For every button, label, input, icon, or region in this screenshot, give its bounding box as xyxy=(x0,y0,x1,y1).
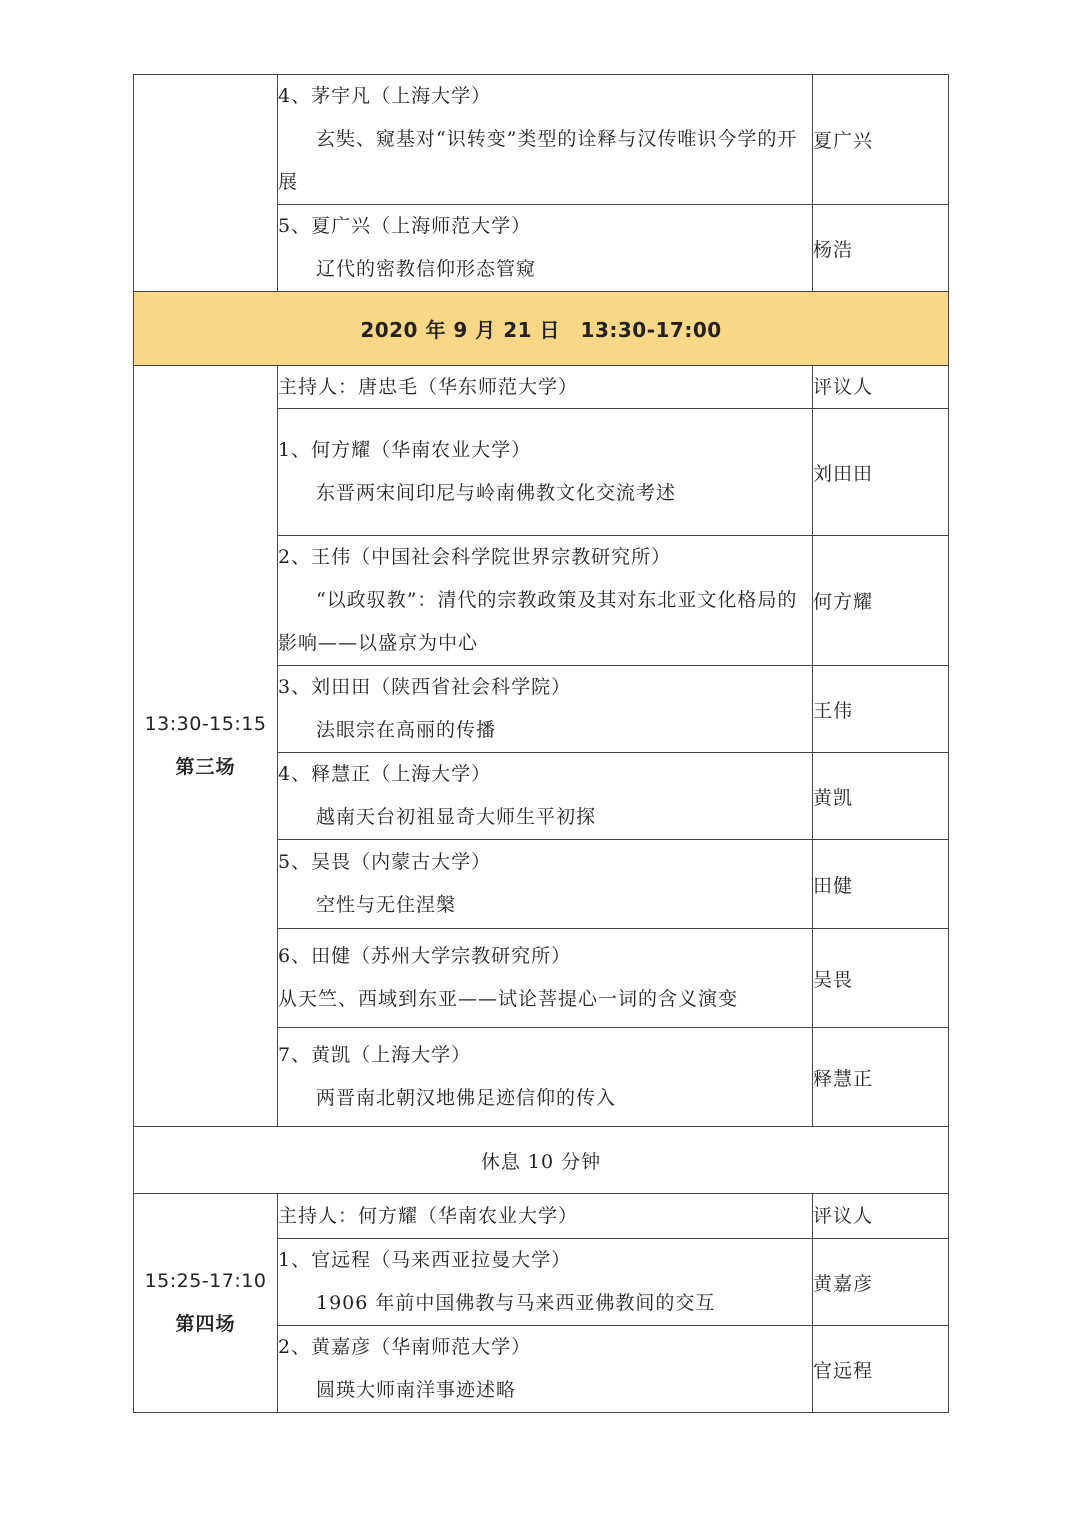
discussant-cell: 何方耀 xyxy=(813,536,949,666)
talk-number: 5、 xyxy=(278,851,312,873)
host-cell: 主持人：何方耀（华南农业大学） xyxy=(278,1194,813,1239)
session-time: 15:25-17:10 xyxy=(144,1270,267,1292)
talk-number: 4、 xyxy=(278,763,312,785)
talk-number: 6、 xyxy=(278,945,312,967)
host-cell: 主持人：唐忠毛（华东师范大学） xyxy=(278,366,813,409)
talk-speaker: 夏广兴（上海师范大学） xyxy=(311,215,532,237)
session-name: 第三场 xyxy=(175,756,236,778)
discussant-cell: 刘田田 xyxy=(813,409,949,536)
talk-cell xyxy=(278,753,813,840)
talk-title: “以政驭教”：清代的宗教政策及其对东北亚文化格局的影响——以盛京为中心 xyxy=(278,589,798,654)
discussant-cell: 黄嘉彦 xyxy=(813,1239,949,1326)
talk-speaker: 茅宇凡（上海大学） xyxy=(311,85,492,107)
talk-speaker: 王伟（中国社会科学院世界宗教研究所） xyxy=(311,546,672,568)
talk-speaker: 吴畏（内蒙古大学） xyxy=(311,851,492,873)
break-text: 休息 10 分钟 xyxy=(134,1127,949,1194)
break-row xyxy=(134,1127,949,1194)
talk-speaker: 黄凯（上海大学） xyxy=(311,1044,472,1066)
discussant-cell: 王伟 xyxy=(813,666,949,753)
discussant-cell: 官远程 xyxy=(813,1326,949,1413)
talk-cell xyxy=(278,666,813,753)
talk-cell xyxy=(278,929,813,1028)
session-time-cell xyxy=(134,1194,278,1413)
talk-cell xyxy=(278,75,813,205)
table-row xyxy=(134,366,949,409)
talk-speaker: 何方耀（华南农业大学） xyxy=(311,439,532,461)
time-cell-empty xyxy=(134,75,278,292)
session-time: 13:30-15:15 xyxy=(144,713,267,735)
talk-title: 玄奘、窥基对“识转变”类型的诠释与汉传唯识今学的开展 xyxy=(278,128,798,193)
talk-speaker: 刘田田（陕西省社会科学院） xyxy=(311,676,572,698)
talk-cell xyxy=(278,536,813,666)
talk-title: 两晋南北朝汉地佛足迹信仰的传入 xyxy=(316,1087,617,1109)
talk-speaker: 官远程（马来西亚拉曼大学） xyxy=(311,1249,572,1271)
discussant-cell: 释慧正 xyxy=(813,1028,949,1127)
talk-speaker: 田健（苏州大学宗教研究所） xyxy=(311,945,572,967)
talk-number: 2、 xyxy=(278,546,312,568)
talk-number: 5、 xyxy=(278,215,312,237)
talk-number: 1、 xyxy=(278,1249,312,1271)
talk-title: 空性与无住涅槃 xyxy=(316,894,457,916)
date-header-row xyxy=(134,292,949,366)
table-row xyxy=(134,75,949,205)
talk-title: 越南天台初祖显奇大师生平初探 xyxy=(316,806,597,828)
talk-title: 辽代的密教信仰形态管窥 xyxy=(316,258,537,280)
discussant-cell: 夏广兴 xyxy=(813,75,949,205)
discussant-cell: 吴畏 xyxy=(813,929,949,1028)
session-name: 第四场 xyxy=(175,1313,236,1335)
talk-cell xyxy=(278,409,813,536)
discussant-cell: 杨浩 xyxy=(813,205,949,292)
date-header: 2020 年 9 月 21 日 13:30-17:00 xyxy=(134,292,949,366)
session-time-cell xyxy=(134,366,278,1127)
talk-number: 4、 xyxy=(278,85,312,107)
discussant-header: 评议人 xyxy=(813,366,949,409)
talk-title: 法眼宗在高丽的传播 xyxy=(316,719,497,741)
talk-number: 2、 xyxy=(278,1336,312,1358)
discussant-cell: 田健 xyxy=(813,840,949,929)
talk-number: 1、 xyxy=(278,439,312,461)
talk-cell xyxy=(278,1239,813,1326)
talk-cell xyxy=(278,840,813,929)
table-row xyxy=(134,1194,949,1239)
talk-number: 7、 xyxy=(278,1044,312,1066)
talk-number: 3、 xyxy=(278,676,312,698)
talk-speaker: 释慧正（上海大学） xyxy=(311,763,492,785)
discussant-cell: 黄凯 xyxy=(813,753,949,840)
talk-title: 东晋两宋间印尼与岭南佛教文化交流考述 xyxy=(316,482,677,504)
talk-title: 从天竺、西域到东亚——试论菩提心一词的含义演变 xyxy=(278,988,739,1010)
talk-cell xyxy=(278,1028,813,1127)
talk-speaker: 黄嘉彦（华南师范大学） xyxy=(311,1336,532,1358)
talk-cell xyxy=(278,205,813,292)
discussant-header: 评议人 xyxy=(813,1194,949,1239)
talk-title: 1906 年前中国佛教与马来西亚佛教间的交互 xyxy=(316,1292,716,1314)
conference-schedule-table xyxy=(133,74,949,1413)
talk-title: 圆瑛大师南洋事迹述略 xyxy=(316,1379,517,1401)
talk-cell xyxy=(278,1326,813,1413)
